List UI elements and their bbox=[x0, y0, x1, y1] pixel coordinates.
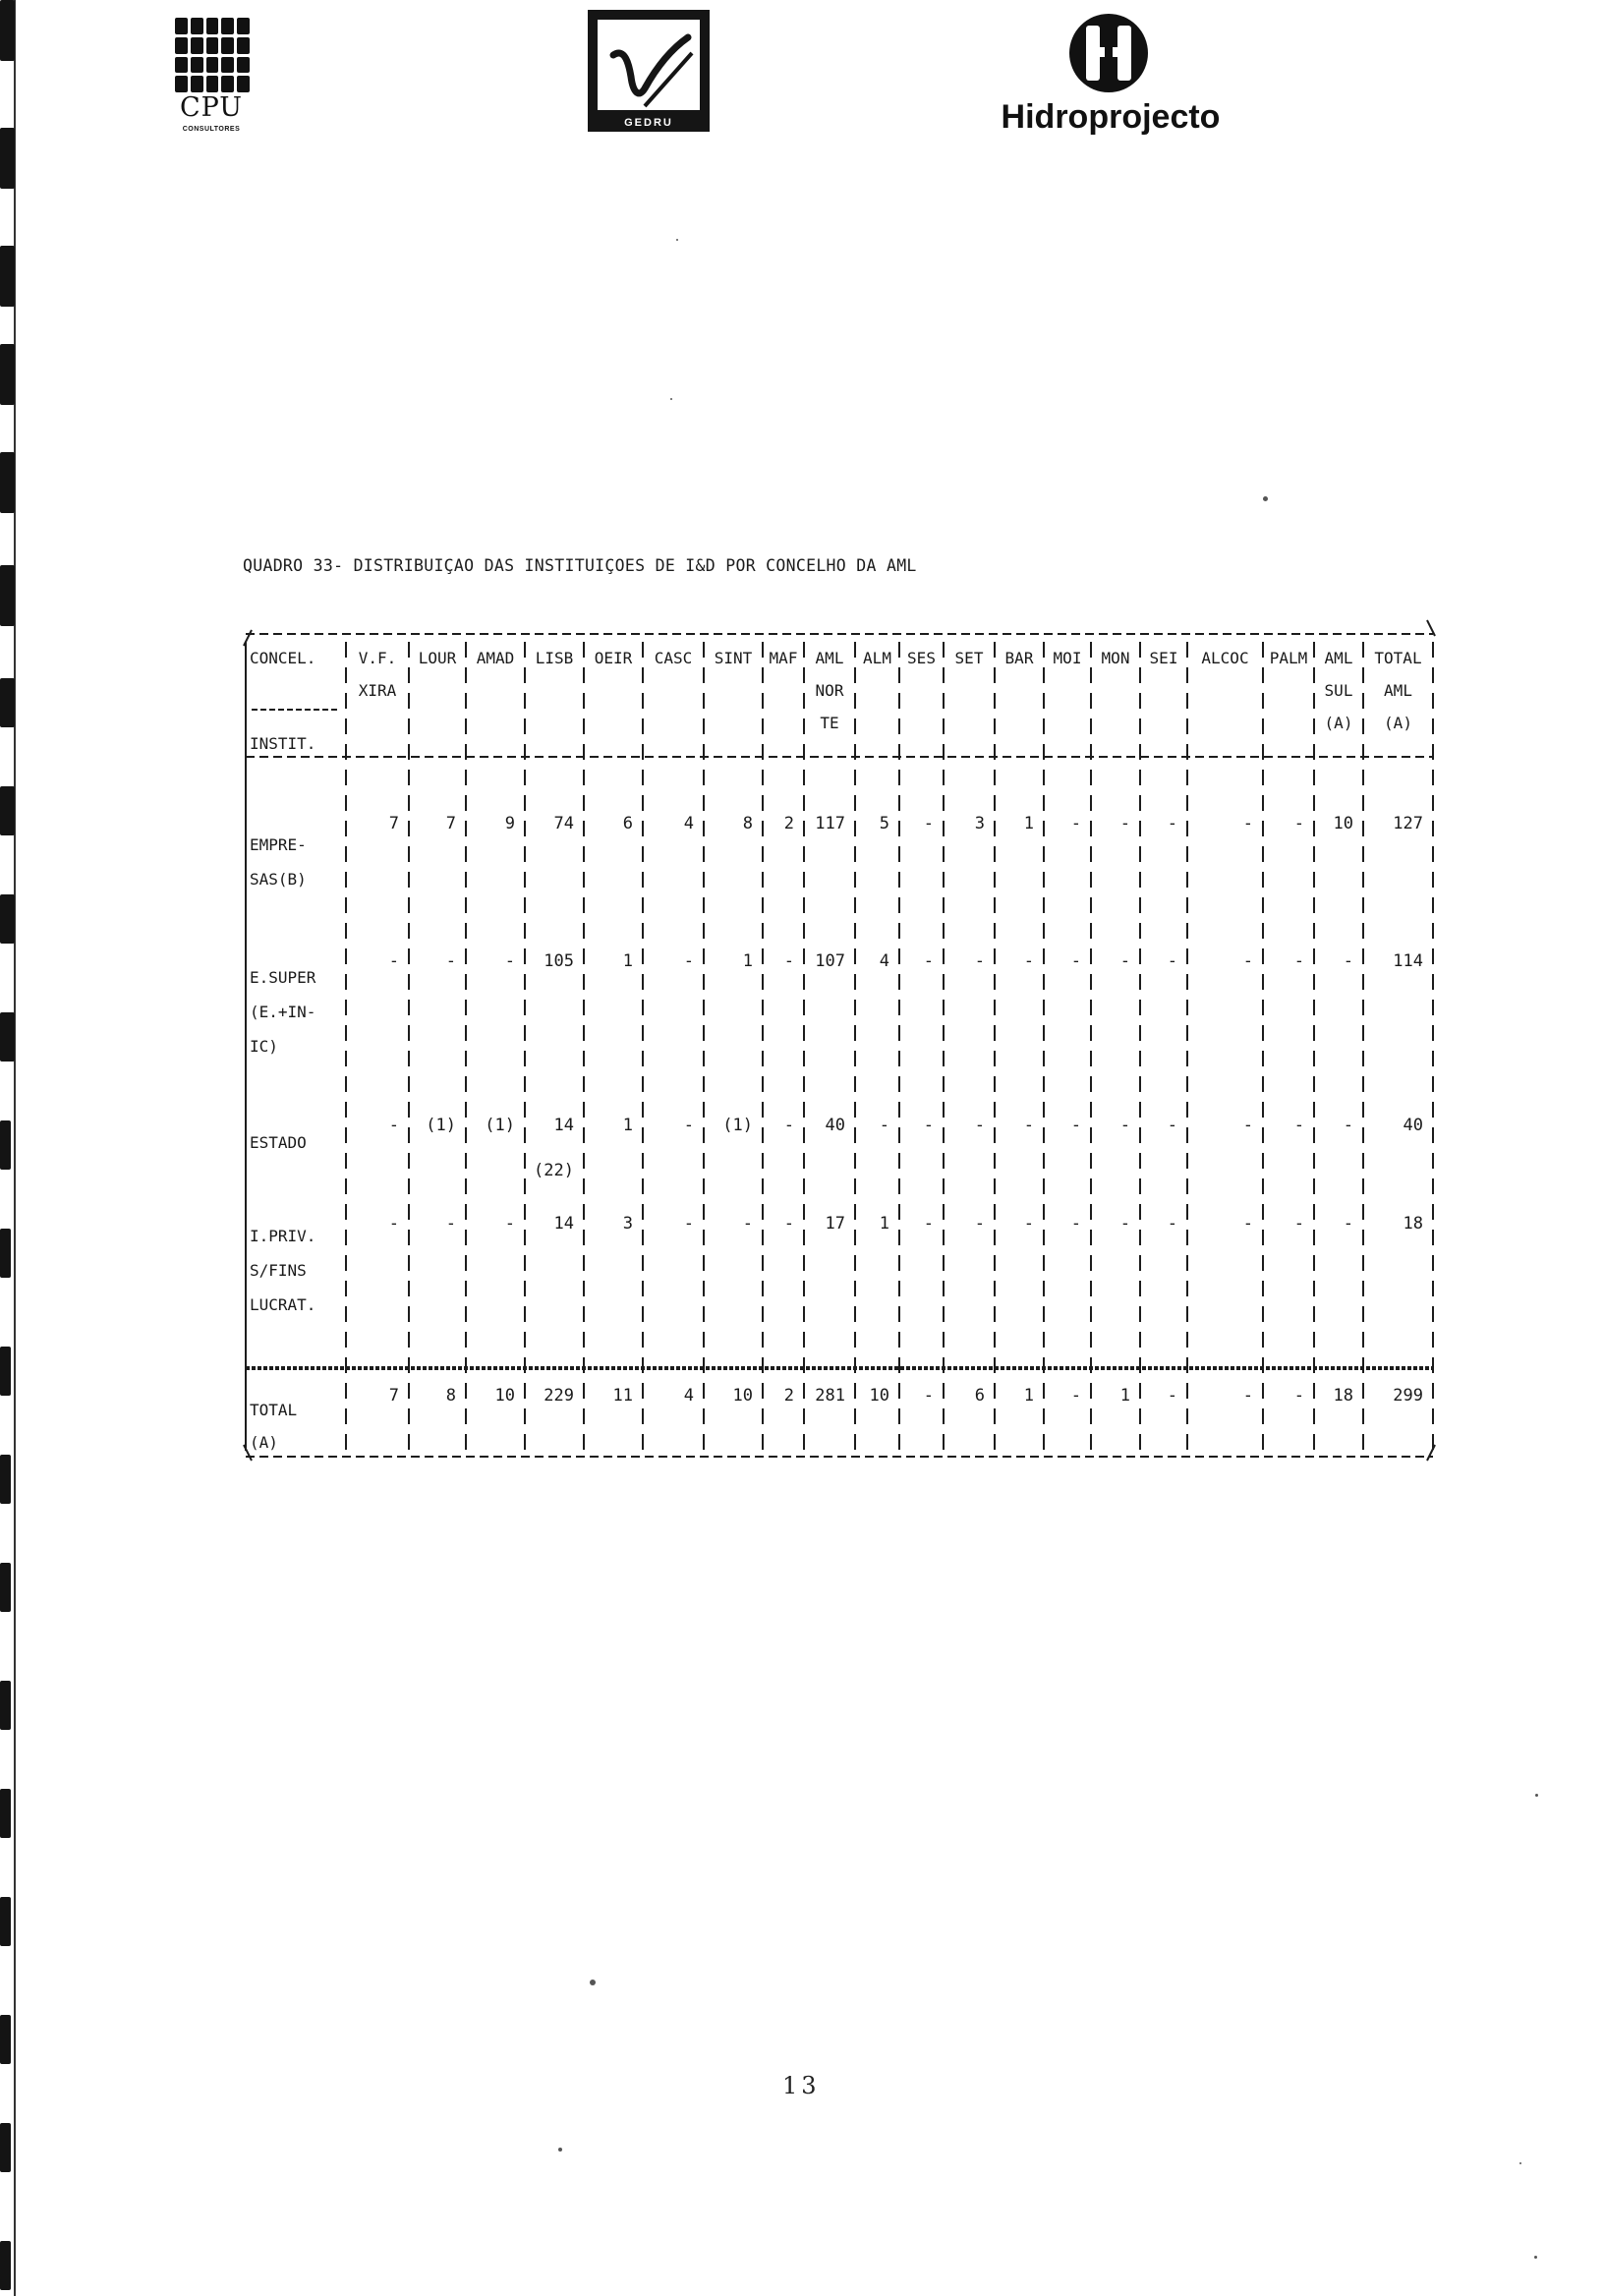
cell-estado-aml_sul: - bbox=[1343, 1116, 1353, 1135]
cell-instituicoes_privadas-set: - bbox=[974, 1214, 985, 1234]
cell-ensino_superior-vfxira: - bbox=[388, 951, 399, 971]
cell-empresas-ses: - bbox=[923, 814, 934, 833]
column-header-aml_norte: TE bbox=[820, 714, 839, 732]
scan-speck bbox=[1519, 2162, 1521, 2164]
cell-instituicoes_privadas-palm: - bbox=[1293, 1214, 1304, 1234]
scan-speck bbox=[1534, 2256, 1537, 2259]
cell-instituicoes_privadas-maf: - bbox=[783, 1214, 794, 1234]
corner-label-concelho: CONCEL. bbox=[250, 649, 316, 667]
cell-instituicoes_privadas-vfxira: - bbox=[388, 1214, 399, 1234]
total-cell-bar: 1 bbox=[1023, 1386, 1034, 1406]
cell-empresas-sei: - bbox=[1167, 814, 1177, 833]
column-header-moi: MOI bbox=[1053, 649, 1082, 667]
cell-ensino_superior-maf: - bbox=[783, 951, 794, 971]
cell-instituicoes_privadas-casc: - bbox=[683, 1214, 694, 1234]
cell-instituicoes_privadas-moi: - bbox=[1070, 1214, 1081, 1234]
total-cell-set: 6 bbox=[974, 1386, 985, 1406]
cell-empresas-palm: - bbox=[1293, 814, 1304, 833]
row-label-instituicoes_privadas: LUCRAT. bbox=[250, 1295, 316, 1314]
row-label-ensino_superior: (E.+IN- bbox=[250, 1003, 316, 1021]
cell-estado-amad: (1) bbox=[485, 1116, 515, 1135]
cell-ensino_superior-set: - bbox=[974, 951, 985, 971]
total-cell-lisb: 229 bbox=[544, 1386, 574, 1406]
column-header-vfxira: V.F. bbox=[358, 649, 397, 667]
scan-speck bbox=[1263, 496, 1268, 501]
subcell-estado-lisb: (22) bbox=[534, 1161, 574, 1180]
column-header-amad: AMAD bbox=[476, 649, 515, 667]
cell-estado-sint: (1) bbox=[722, 1116, 753, 1135]
column-header-casc: CASC bbox=[654, 649, 693, 667]
cell-estado-aml_norte: 40 bbox=[825, 1116, 845, 1135]
cell-estado-bar: - bbox=[1023, 1116, 1034, 1135]
cell-empresas-casc: 4 bbox=[683, 814, 694, 833]
cell-estado-moi: - bbox=[1070, 1116, 1081, 1135]
cell-estado-maf: - bbox=[783, 1116, 794, 1135]
column-header-total_aml: AML bbox=[1384, 681, 1412, 700]
cell-estado-palm: - bbox=[1293, 1116, 1304, 1135]
cell-ensino_superior-aml_sul: - bbox=[1343, 951, 1353, 971]
column-header-vfxira: XIRA bbox=[358, 681, 397, 700]
cell-instituicoes_privadas-ses: - bbox=[923, 1214, 934, 1234]
cell-empresas-maf: 2 bbox=[783, 814, 794, 833]
row-label-ensino_superior: E.SUPER bbox=[250, 968, 316, 987]
cell-estado-vfxira: - bbox=[388, 1116, 399, 1135]
cell-instituicoes_privadas-total_aml: 18 bbox=[1403, 1214, 1423, 1234]
column-header-ses: SES bbox=[907, 649, 936, 667]
cell-empresas-sint: 8 bbox=[742, 814, 753, 833]
cell-ensino_superior-casc: - bbox=[683, 951, 694, 971]
total-cell-moi: - bbox=[1070, 1386, 1081, 1406]
cell-empresas-oeir: 6 bbox=[622, 814, 633, 833]
cell-estado-total_aml: 40 bbox=[1403, 1116, 1423, 1135]
cell-ensino_superior-moi: - bbox=[1070, 951, 1081, 971]
cell-instituicoes_privadas-bar: - bbox=[1023, 1214, 1034, 1234]
column-header-aml_sul: AML bbox=[1324, 649, 1353, 667]
column-header-aml_sul: SUL bbox=[1324, 681, 1353, 700]
total-cell-alm: 10 bbox=[869, 1386, 889, 1406]
cell-estado-mon: - bbox=[1119, 1116, 1130, 1135]
cell-empresas-alm: 5 bbox=[879, 814, 889, 833]
cell-instituicoes_privadas-alcoc: - bbox=[1242, 1214, 1253, 1234]
cell-instituicoes_privadas-sei: - bbox=[1167, 1214, 1177, 1234]
cell-instituicoes_privadas-sint: - bbox=[742, 1214, 753, 1234]
total-cell-casc: 4 bbox=[683, 1386, 694, 1406]
column-header-aml_norte: AML bbox=[815, 649, 844, 667]
cell-empresas-amad: 9 bbox=[504, 814, 515, 833]
column-header-alcoc: ALCOC bbox=[1201, 649, 1249, 667]
column-header-palm: PALM bbox=[1269, 649, 1308, 667]
total-cell-sei: - bbox=[1167, 1386, 1177, 1406]
cell-ensino_superior-aml_norte: 107 bbox=[815, 951, 845, 971]
row-label-estado: ESTADO bbox=[250, 1133, 307, 1152]
column-header-aml_sul: (A) bbox=[1324, 714, 1353, 732]
cell-empresas-aml_norte: 117 bbox=[815, 814, 845, 833]
cell-ensino_superior-ses: - bbox=[923, 951, 934, 971]
scan-speck bbox=[590, 1980, 596, 1985]
total-cell-oeir: 11 bbox=[612, 1386, 633, 1406]
cell-ensino_superior-palm: - bbox=[1293, 951, 1304, 971]
cell-instituicoes_privadas-mon: - bbox=[1119, 1214, 1130, 1234]
cell-instituicoes_privadas-oeir: 3 bbox=[622, 1214, 633, 1234]
column-header-sint: SINT bbox=[714, 649, 753, 667]
cell-instituicoes_privadas-aml_norte: 17 bbox=[825, 1214, 845, 1234]
scan-speck bbox=[676, 239, 678, 241]
total-cell-alcoc: - bbox=[1242, 1386, 1253, 1406]
cell-ensino_superior-mon: - bbox=[1119, 951, 1130, 971]
total-cell-lour: 8 bbox=[445, 1386, 456, 1406]
column-header-lour: LOUR bbox=[418, 649, 457, 667]
cell-estado-casc: - bbox=[683, 1116, 694, 1135]
total-cell-ses: - bbox=[923, 1386, 934, 1406]
cell-empresas-alcoc: - bbox=[1242, 814, 1253, 833]
cell-estado-lisb: 14 bbox=[553, 1116, 574, 1135]
corner-label-instituicao: INSTIT. bbox=[250, 734, 316, 753]
scan-speck bbox=[558, 2148, 562, 2152]
cell-empresas-lisb: 74 bbox=[553, 814, 574, 833]
row-label-instituicoes_privadas: S/FINS bbox=[250, 1261, 307, 1280]
total-cell-total_aml: 299 bbox=[1393, 1386, 1423, 1406]
cell-empresas-set: 3 bbox=[974, 814, 985, 833]
row-label-empresas: SAS(B) bbox=[250, 870, 307, 889]
cell-instituicoes_privadas-lour: - bbox=[445, 1214, 456, 1234]
cell-ensino_superior-oeir: 1 bbox=[622, 951, 633, 971]
cell-estado-alcoc: - bbox=[1242, 1116, 1253, 1135]
total-cell-vfxira: 7 bbox=[388, 1386, 399, 1406]
total-cell-palm: - bbox=[1293, 1386, 1304, 1406]
cell-instituicoes_privadas-lisb: 14 bbox=[553, 1214, 574, 1234]
total-cell-mon: 1 bbox=[1119, 1386, 1130, 1406]
cell-estado-ses: - bbox=[923, 1116, 934, 1135]
cell-ensino_superior-sei: - bbox=[1167, 951, 1177, 971]
cell-empresas-total_aml: 127 bbox=[1393, 814, 1423, 833]
cell-ensino_superior-sint: 1 bbox=[742, 951, 753, 971]
cell-ensino_superior-alcoc: - bbox=[1242, 951, 1253, 971]
cell-instituicoes_privadas-alm: 1 bbox=[879, 1214, 889, 1234]
column-header-aml_norte: NOR bbox=[815, 681, 844, 700]
cell-empresas-mon: - bbox=[1119, 814, 1130, 833]
cpu-logo-subtext: CONSULTORES bbox=[182, 126, 241, 133]
column-header-alm: ALM bbox=[863, 649, 891, 667]
total-cell-aml_norte: 281 bbox=[815, 1386, 845, 1406]
cell-empresas-bar: 1 bbox=[1023, 814, 1034, 833]
cell-instituicoes_privadas-aml_sul: - bbox=[1343, 1214, 1353, 1234]
cell-ensino_superior-lisb: 105 bbox=[544, 951, 574, 971]
scan-speck bbox=[670, 398, 672, 400]
table-caption: QUADRO 33- DISTRIBUIÇAO DAS INSTITUIÇOES DE I&D POR CONCELHO DA AML bbox=[243, 556, 917, 575]
cpu-logo-name: CPU bbox=[179, 92, 244, 123]
hidroprojecto-logo-name: Hidroprojecto bbox=[1001, 98, 1221, 136]
gedru-logo-text: GEDRU bbox=[624, 117, 673, 129]
total-cell-aml_sul: 18 bbox=[1333, 1386, 1353, 1406]
column-header-total_aml: TOTAL bbox=[1374, 649, 1422, 667]
column-header-oeir: OEIR bbox=[594, 649, 633, 667]
column-header-bar: BAR bbox=[1004, 649, 1034, 667]
total-cell-sint: 10 bbox=[732, 1386, 753, 1406]
cell-estado-sei: - bbox=[1167, 1116, 1177, 1135]
column-header-maf: MAF bbox=[769, 649, 798, 667]
cell-empresas-moi: - bbox=[1070, 814, 1081, 833]
row-label-empresas: EMPRE- bbox=[250, 835, 307, 854]
cell-ensino_superior-lour: - bbox=[445, 951, 456, 971]
column-header-total_aml: (A) bbox=[1384, 714, 1412, 732]
cell-ensino_superior-alm: 4 bbox=[879, 951, 889, 971]
cell-estado-oeir: 1 bbox=[622, 1116, 633, 1135]
total-cell-amad: 10 bbox=[494, 1386, 515, 1406]
cell-ensino_superior-total_aml: 114 bbox=[1393, 951, 1423, 971]
cell-estado-set: - bbox=[974, 1116, 985, 1135]
cell-empresas-lour: 7 bbox=[445, 814, 456, 833]
cell-estado-alm: - bbox=[879, 1116, 889, 1135]
cell-empresas-aml_sul: 10 bbox=[1333, 814, 1353, 833]
page-number: 13 bbox=[782, 2072, 821, 2099]
row-label-ensino_superior: IC) bbox=[250, 1037, 278, 1056]
cell-ensino_superior-amad: - bbox=[504, 951, 515, 971]
cell-ensino_superior-bar: - bbox=[1023, 951, 1034, 971]
cell-empresas-vfxira: 7 bbox=[388, 814, 399, 833]
row-label-instituicoes_privadas: I.PRIV. bbox=[250, 1227, 316, 1245]
column-header-sei: SEI bbox=[1149, 649, 1178, 667]
column-header-mon: MON bbox=[1101, 649, 1130, 667]
scan-speck bbox=[1535, 1794, 1538, 1797]
total-cell-maf: 2 bbox=[783, 1386, 794, 1406]
cell-instituicoes_privadas-amad: - bbox=[504, 1214, 515, 1234]
total-row-label: TOTAL bbox=[250, 1401, 298, 1419]
total-row-label: (A) bbox=[250, 1433, 278, 1452]
cell-estado-lour: (1) bbox=[426, 1116, 456, 1135]
column-header-lisb: LISB bbox=[535, 649, 574, 667]
column-header-set: SET bbox=[954, 649, 984, 667]
